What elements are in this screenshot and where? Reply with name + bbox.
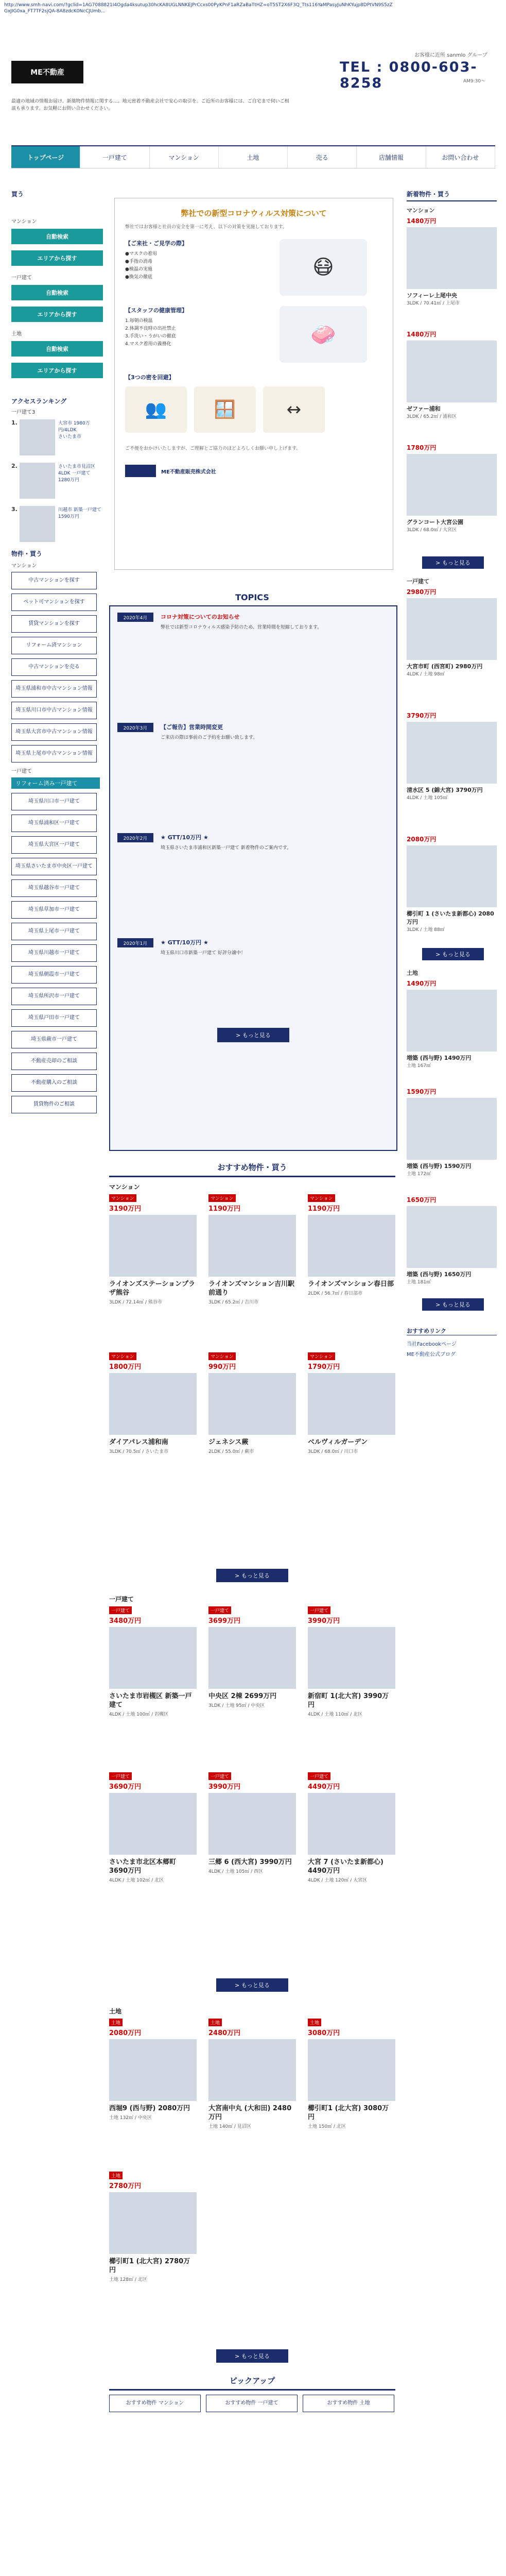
corona-list-item: 3.手洗い・うがいの徹底	[125, 334, 176, 339]
property-tag: 土地	[109, 2172, 123, 2179]
mansion-label: マンション	[11, 219, 37, 225]
new-property-name: 増築 (西与野) 1590万円	[407, 1163, 472, 1170]
property-card[interactable]	[109, 2172, 197, 2283]
ranking-photo	[20, 419, 55, 455]
topic-item[interactable]	[117, 938, 389, 1016]
property-price: 1800万円	[109, 1363, 142, 1371]
property-info: 3LDK / 70.5㎡ / さいたま市	[109, 1449, 169, 1454]
house-label: 一戸建て	[11, 275, 32, 281]
new-property-info: 3LDK / 70.41㎡ / 上尾市	[407, 301, 460, 306]
distance-icon: ↔	[263, 386, 325, 433]
crowd-icon: 👥	[125, 386, 187, 433]
new-property-photo	[407, 722, 497, 784]
house-link[interactable]: 埼玉県所沢市一戸建て	[11, 988, 97, 1005]
property-info: 土地 150㎡ / 北区	[308, 2124, 346, 2129]
buy-title: 買う	[11, 191, 24, 198]
property-card[interactable]	[308, 1772, 395, 1884]
property-price: 2080万円	[109, 2029, 142, 2037]
topic-item[interactable]	[117, 723, 389, 822]
property-photo	[308, 1373, 395, 1435]
new-property-price: 1590万円	[407, 1088, 437, 1095]
property-card[interactable]	[308, 1352, 395, 1455]
property-name: ライオンズマンション吉川駅前通り	[208, 1280, 294, 1297]
new-property-photo	[407, 1098, 497, 1160]
handwash-illustration-icon: 🧼	[280, 306, 367, 363]
new-property-photo	[407, 1206, 497, 1268]
new-property-price: 1490万円	[407, 980, 437, 987]
topic-date: 2020年2月	[117, 833, 153, 842]
topic-title: コロナ対策についてのお知らせ	[161, 614, 240, 620]
property-name: さいたま市北区本郷町 3690万円	[109, 1858, 177, 1875]
property-price: 1190万円	[308, 1205, 340, 1213]
new-property-name: 大宮市町 (西宮町) 2980万円	[407, 663, 483, 670]
new-property-info: 土地 181㎡	[407, 1280, 431, 1285]
property-price: 1790万円	[308, 1363, 340, 1371]
nav-house[interactable]: 一戸建て	[80, 146, 149, 168]
new-property-card[interactable]	[407, 330, 497, 420]
sell-title: 物件・買う	[11, 550, 43, 557]
house-sub: 一戸建て	[11, 769, 32, 774]
sell-link[interactable]: 賃貸マンションを探す	[11, 615, 97, 633]
right-land-label: 土地	[407, 970, 418, 976]
property-price: 4490万円	[308, 1783, 340, 1791]
new-property-info: 3LDK / 65.2㎡ / 浦和区	[407, 414, 457, 419]
ranking-name: 大宮市 1980万円/4LDK	[58, 421, 90, 433]
property-info: 3LDK / 72.14㎡ / 熊谷市	[109, 1300, 162, 1305]
corona-heading1: 【ご来社・ご見学の際】	[125, 240, 187, 247]
house-link[interactable]: 埼玉県越谷市一戸建て	[11, 879, 97, 897]
property-card[interactable]	[109, 1352, 197, 1455]
ranking-no: 2.	[11, 463, 18, 469]
property-info: 4LDK / 土地 102㎡ / 北区	[109, 1878, 164, 1883]
property-photo	[308, 1627, 395, 1689]
property-info: 4LDK / 土地 120㎡ / 大宮区	[308, 1878, 368, 1883]
ranking-photo	[20, 506, 55, 542]
business-hours: AM9:30～	[463, 79, 486, 84]
mansion-near-button[interactable]: 自動検索	[11, 229, 103, 244]
nav-top[interactable]: トップページ	[11, 146, 80, 168]
property-card[interactable]	[308, 1606, 395, 1718]
property-card[interactable]	[308, 2019, 395, 2130]
right-sidebar-title: 新着物件・買う	[407, 190, 497, 201]
pickup-link[interactable]: おすすめ物件 マンション	[109, 2395, 201, 2412]
property-name: 大宮南中丸 (大和田) 2480万円	[208, 2105, 292, 2121]
ranking-note: 1280万円	[58, 478, 79, 483]
property-name: 西堀9 (西与野) 2080万円	[109, 2105, 190, 2112]
new-property-card[interactable]	[407, 1195, 497, 1285]
company-logo	[125, 465, 156, 477]
house-reform-bar[interactable]: リフォーム済み一戸建て	[11, 777, 100, 789]
property-photo	[208, 2039, 296, 2101]
new-property-name: グランコート大宮公園	[407, 519, 463, 526]
property-photo	[109, 2039, 197, 2101]
new-property-price: 1480万円	[407, 217, 437, 225]
nav-contact[interactable]: お問い合わせ	[426, 146, 495, 168]
topic-title: ★ GTT/10万円 ★	[161, 834, 208, 841]
new-property-photo	[407, 341, 497, 402]
new-property-info: 4LDK / 土地 105㎡	[407, 795, 448, 801]
sell-sub: マンション	[11, 563, 37, 569]
topics-more-button[interactable]: > もっと見る	[217, 1028, 289, 1042]
property-name: さいたま市岩槻区 新築一戸建て	[109, 1692, 192, 1709]
topic-date: 2020年3月	[117, 723, 153, 732]
new-property-price: 1780万円	[407, 444, 437, 451]
new-property-price: 1650万円	[407, 1196, 437, 1204]
property-tag: マンション	[308, 1194, 335, 1202]
topic-title: ★ GTT/10万円 ★	[161, 939, 208, 946]
recommend-mansion-label: マンション	[109, 1183, 140, 1191]
property-tag: 一戸建て	[109, 1606, 132, 1614]
new-property-name: ソフィーレ上尾中央	[407, 292, 457, 299]
ranking-sub: 一戸建て3	[11, 410, 36, 415]
property-name: 中央区 2棟 2699万円	[208, 1692, 277, 1700]
property-info: 4LDK / 土地 100㎡ / 岩槻区	[109, 1712, 169, 1717]
ranking-no: 1.	[11, 419, 18, 426]
corona-list2	[125, 317, 280, 348]
property-price: 2780万円	[109, 2182, 142, 2190]
property-info: 2LDK / 56.7㎡ / 春日部市	[308, 1291, 363, 1296]
property-photo	[308, 1215, 395, 1277]
city-link[interactable]: 埼玉県上尾市中古マンション情報	[11, 745, 97, 762]
new-property-card[interactable]	[407, 216, 497, 307]
property-name: 櫛引町1 (北大宮) 3080万円	[308, 2105, 389, 2121]
new-property-name: 増築 (西与野) 1650万円	[407, 1271, 472, 1278]
corona-list-item: ●マスクの着用	[125, 251, 157, 257]
new-property-name: ゼファー浦和	[407, 405, 441, 412]
topic-date: 2020年4月	[117, 613, 153, 622]
property-info: 3LDK / 68.0㎡ / 川口市	[308, 1449, 358, 1454]
city-link[interactable]: 埼玉県浦和市中古マンション情報	[11, 680, 97, 698]
new-property-card[interactable]	[407, 979, 497, 1069]
new-property-photo	[407, 845, 497, 907]
right-house-label: 一戸建て	[407, 578, 429, 585]
topics-box	[109, 605, 397, 1151]
logo-text: ME不動産	[30, 69, 64, 77]
property-photo	[308, 1793, 395, 1855]
new-property-price: 2080万円	[407, 836, 437, 843]
left-sidebar	[11, 190, 104, 1117]
corona-list-item: ●検温の実施	[125, 267, 152, 272]
nav-shop[interactable]: 店舗情報	[357, 146, 426, 168]
property-photo	[308, 2039, 395, 2101]
topic-date: 2020年1月	[117, 938, 153, 947]
property-tag: マンション	[208, 1352, 236, 1360]
property-tag: 一戸建て	[308, 1772, 330, 1780]
corona-lead: 弊社ではお客様と社員の安全を第一に考え、以下の対策を実施しております。	[125, 225, 287, 230]
topic-body: ご来店の際は事前のご予約をお願い致します。	[161, 735, 258, 740]
land-near-button[interactable]: 自動検索	[11, 341, 103, 357]
ranking-title: アクセスランキング	[11, 398, 67, 405]
house-link[interactable]: 埼玉県上尾市一戸建て	[11, 923, 97, 940]
mansion-area-button[interactable]: エリアから探す	[11, 250, 103, 266]
property-card[interactable]	[208, 1194, 296, 1306]
right-mansion-label: マンション	[407, 207, 435, 214]
recommend-title: おすすめ物件・買う	[109, 1162, 395, 1177]
mansion-more-button[interactable]: > もっと見る	[216, 1569, 288, 1582]
new-property-info: 土地 167㎡	[407, 1063, 431, 1069]
property-price: 3990万円	[208, 1783, 241, 1791]
new-property-price: 3790万円	[407, 712, 437, 719]
ranking-photo	[20, 463, 55, 499]
property-info: 3LDK / 65.2㎡ / 吉川市	[208, 1300, 259, 1305]
property-price: 1190万円	[208, 1205, 241, 1213]
sell-link[interactable]: リフォーム済マンション	[11, 637, 97, 654]
new-property-photo	[407, 598, 497, 660]
new-property-card[interactable]	[407, 711, 497, 801]
house-link[interactable]: 埼玉県川口市一戸建て	[11, 793, 97, 810]
property-name: 新宿町 1(北大宮) 3990万円	[308, 1692, 389, 1709]
house-link[interactable]: 不動産購入のご相談	[11, 1074, 97, 1092]
sell-link[interactable]: 中古マンションを探す	[11, 572, 97, 589]
tel-number[interactable]: TEL : 0800-603-8258	[340, 59, 478, 91]
new-property-photo	[407, 990, 497, 1052]
property-info: 4LDK / 土地 110㎡ / 北区	[308, 1712, 363, 1717]
property-tag: 一戸建て	[308, 1606, 330, 1614]
property-tag: マンション	[208, 1194, 236, 1202]
links-title: おすすめリンク	[407, 1327, 497, 1335]
new-property-card[interactable]	[407, 587, 497, 677]
house-link[interactable]: 埼玉県大宮区一戸建て	[11, 836, 97, 854]
pickup-link[interactable]: おすすめ物件 一戸建て	[206, 2395, 298, 2412]
property-info: 2LDK / 55.0㎡ / 蕨市	[208, 1449, 254, 1454]
nav-land[interactable]: 土地	[219, 146, 288, 168]
property-photo	[109, 1373, 197, 1435]
house-link[interactable]: 不動産売却のご相談	[11, 1053, 97, 1070]
new-property-price: 1480万円	[407, 331, 437, 338]
property-tag: 一戸建て	[208, 1606, 231, 1614]
property-card[interactable]	[308, 1194, 395, 1297]
property-card[interactable]	[109, 1606, 197, 1718]
pickup-link[interactable]: おすすめ物件 土地	[303, 2395, 394, 2412]
property-photo	[208, 1373, 296, 1435]
corona-list-item: 4.マスク着用の義務化	[125, 342, 171, 347]
property-price: 3480万円	[109, 1617, 142, 1625]
land-area-button[interactable]: エリアから探す	[11, 363, 103, 378]
property-photo	[208, 1793, 296, 1855]
property-name: ベルヴィルガーデン	[308, 1438, 368, 1446]
corona-heading3: 【3つの密を回避】	[125, 374, 175, 381]
property-name: 三郷 6 (西大宮) 3990万円	[208, 1858, 292, 1866]
mask-illustration-icon: 😷	[280, 239, 367, 296]
ventilation-icon: 🪟	[194, 386, 256, 433]
new-property-info: 4LDK / 土地 98㎡	[407, 672, 445, 677]
right-house-more[interactable]: > もっと見る	[422, 948, 484, 960]
sell-links	[11, 572, 104, 762]
new-property-photo	[407, 454, 497, 516]
new-property-card[interactable]	[407, 1087, 497, 1177]
new-property-photo	[407, 227, 497, 289]
property-photo	[109, 1793, 197, 1855]
house-link[interactable]: 埼玉県戸田市一戸建て	[11, 1009, 97, 1027]
new-property-info: 3LDK / 土地 88㎡	[407, 927, 445, 933]
property-tag: 土地	[308, 2019, 321, 2026]
property-card[interactable]	[109, 2019, 197, 2121]
property-info: 土地 132㎡ / 中央区	[109, 2115, 152, 2121]
sell-link[interactable]: 中古マンションを売る	[11, 658, 97, 676]
new-property-info: 土地 172㎡	[407, 1172, 431, 1177]
city-link[interactable]: 埼玉県大宮市中古マンション情報	[11, 723, 97, 741]
recommend-land-label: 土地	[109, 2008, 122, 2015]
new-property-name: 清水区 5 (錦大宮) 3790万円	[407, 787, 483, 793]
land-more-button[interactable]: > もっと見る	[216, 2349, 288, 2363]
property-info: 土地 140㎡ / 見沼区	[208, 2124, 251, 2129]
new-property-price: 2980万円	[407, 588, 437, 596]
property-info: 3LDK / 土地 95㎡ / 中央区	[208, 1703, 265, 1708]
site-logo[interactable]	[11, 61, 83, 83]
property-info: 土地 128㎡ / 北区	[109, 2277, 147, 2282]
nav-mansion[interactable]: マンション	[150, 146, 219, 168]
property-name: ジェネシス蕨	[208, 1438, 249, 1446]
property-tag: 一戸建て	[109, 1772, 132, 1780]
corona-illustrations	[125, 386, 382, 433]
house-link[interactable]: 埼玉県朝霞市一戸建て	[11, 966, 97, 984]
property-info: 4LDK / 土地 105㎡ / 西区	[208, 1869, 264, 1874]
property-photo	[208, 1215, 296, 1277]
property-price: 3080万円	[308, 2029, 340, 2037]
property-name: ダイアパレス浦和南	[109, 1438, 168, 1446]
property-card[interactable]	[109, 1194, 197, 1306]
ranking-name: さいたま市見沼区 4LDK 一戸建て	[58, 464, 96, 476]
header-tagline: お客様に近所 sanmlo グループ	[414, 53, 487, 58]
property-tag: マンション	[109, 1194, 136, 1202]
ranking-note: 1590万円	[58, 514, 79, 519]
property-price: 3690万円	[109, 1783, 142, 1791]
ranking-no: 3.	[11, 506, 18, 513]
new-property-info: 3LDK / 68.0㎡ / 大宮区	[407, 528, 457, 533]
ranking-list	[11, 419, 104, 542]
house-link[interactable]: 埼玉県蕨市一戸建て	[11, 1031, 97, 1048]
property-tag: マンション	[109, 1352, 136, 1360]
property-card[interactable]	[109, 1772, 197, 1884]
corona-company: ME不動産販売株式会社	[161, 469, 216, 475]
property-tag: マンション	[308, 1352, 335, 1360]
property-price: 990万円	[208, 1363, 236, 1371]
blog-link[interactable]: ME不動産公式ブログ	[407, 1352, 456, 1358]
property-price: 2480万円	[208, 2029, 241, 2037]
property-name: 櫛引町1 (北大宮) 2780万円	[109, 2258, 190, 2274]
links-list	[407, 1340, 457, 1360]
house-near-button[interactable]: 自動検索	[11, 285, 103, 300]
property-photo	[208, 1627, 296, 1689]
topic-title: 【ご報告】営業時間変更	[161, 724, 223, 731]
right-land-more[interactable]: > もっと見る	[422, 1298, 484, 1311]
property-name: 大宮 7 (さいたま新都心) 4490万円	[308, 1858, 383, 1875]
property-price: 3190万円	[109, 1205, 142, 1213]
property-photo	[109, 1627, 197, 1689]
ranking-item[interactable]	[11, 419, 104, 455]
house-link[interactable]: 埼玉県浦和区一戸建て	[11, 815, 97, 832]
property-tag: 土地	[109, 2019, 123, 2026]
house-more-button[interactable]: > もっと見る	[216, 1978, 288, 1992]
property-photo	[109, 1215, 197, 1277]
right-mansion-more[interactable]: > もっと見る	[422, 556, 484, 569]
new-property-card[interactable]	[407, 835, 497, 933]
corona-title: 弊社での新型コロナウィルス対策について	[181, 209, 327, 218]
house-area-button[interactable]: エリアから探す	[11, 307, 103, 322]
house-link[interactable]: 埼玉県草加市一戸建て	[11, 901, 97, 919]
global-nav	[11, 145, 495, 168]
property-card[interactable]	[208, 2019, 296, 2130]
pickup-links	[109, 2395, 395, 2412]
topic-item[interactable]	[117, 833, 389, 927]
corona-heading2: 【スタッフの健康管理】	[125, 307, 187, 314]
house-link[interactable]: 埼玉県さいたま市中央区一戸建て	[11, 858, 97, 875]
topic-body: 埼玉県さいたま市浦和区新築一戸建て 新着物件のご案内です。	[161, 845, 292, 851]
topic-body: 埼玉県川口市新築一戸建て 好評分譲中！	[161, 951, 246, 956]
property-card[interactable]	[208, 1606, 296, 1709]
ranking-note: さいたま市	[58, 434, 82, 439]
property-price: 3699万円	[208, 1617, 241, 1625]
corona-list-item: 2.体調不良時の出社禁止	[125, 326, 176, 331]
corona-list-item: ●手指の消毒	[125, 259, 152, 264]
sell-link[interactable]: ペット可マンションを探す	[11, 594, 97, 611]
url-text[interactable]: http://www.smh-navi.com/?gclid=1AG7088821I4Ogda4ksutup30hcKA8UGLNNKEJPrCcxs00PyKPnF1aRZaBaTtHZ=oT5ST2X6F3Q_Tts116YaMPasyJuNhKYujp8DPtVN9S5zZGxJIG0xa_FT7TF2sjQA-8A8zdcK0NcCJUmb...	[4, 3, 393, 14]
land-label: 土地	[11, 331, 22, 337]
recommend-house-label: 一戸建て	[109, 1596, 134, 1603]
property-price: 3990万円	[308, 1617, 340, 1625]
house-link[interactable]: 埼玉県川越市一戸建て	[11, 944, 97, 962]
corona-list-item: ●換気の徹底	[125, 275, 152, 280]
corona-list1	[125, 250, 280, 281]
city-link[interactable]: 埼玉県川口市中古マンション情報	[11, 702, 97, 719]
property-card[interactable]	[208, 1352, 296, 1455]
new-property-name: 櫛引町 1 (さいたま新都心) 2080万円	[407, 910, 494, 925]
topics-title: TOPICS	[235, 592, 269, 602]
property-tag: 土地	[208, 2019, 222, 2026]
property-name: ライオンズマンション春日部	[308, 1280, 394, 1288]
pickup-title: ピックアップ	[109, 2375, 395, 2391]
corona-notice	[114, 198, 393, 570]
property-name: ライオンズステーションプラザ熊谷	[109, 1280, 196, 1297]
property-tag: 一戸建て	[208, 1772, 231, 1780]
ranking-item[interactable]	[11, 463, 104, 499]
facebook-link[interactable]: 当社Facebookページ	[407, 1342, 457, 1347]
ranking-name: 川越市 新築一戸建て	[58, 507, 101, 513]
new-property-card[interactable]	[407, 443, 497, 533]
topic-item[interactable]	[117, 613, 389, 711]
nav-sell[interactable]: 売る	[288, 146, 357, 168]
property-card[interactable]	[208, 1772, 296, 1875]
corona-list-item: 1.毎朝の検温	[125, 318, 153, 324]
intro-text: 最適の地域の情報お届け、新築物件情報に関する…。地元密着不動産会社で安心の取引を。ご近所のお客様には、ご自宅まで伺いご相談も承ります。お気軽にお問い合わせください。	[11, 99, 289, 111]
property-photo	[109, 2192, 197, 2254]
house-link[interactable]: 賃貸物件のご相談	[11, 1096, 97, 1113]
house-links	[11, 793, 104, 1113]
corona-note: ご不便をおかけいたしますが、ご理解とご協力のほどよろしくお願い申し上げます。	[125, 446, 301, 451]
ranking-item[interactable]	[11, 506, 104, 542]
topic-body: 弊社では新型コロナウィルス感染予防のため、営業時間を短縮しております。	[161, 625, 322, 630]
new-property-name: 増築 (西与野) 1490万円	[407, 1055, 472, 1061]
